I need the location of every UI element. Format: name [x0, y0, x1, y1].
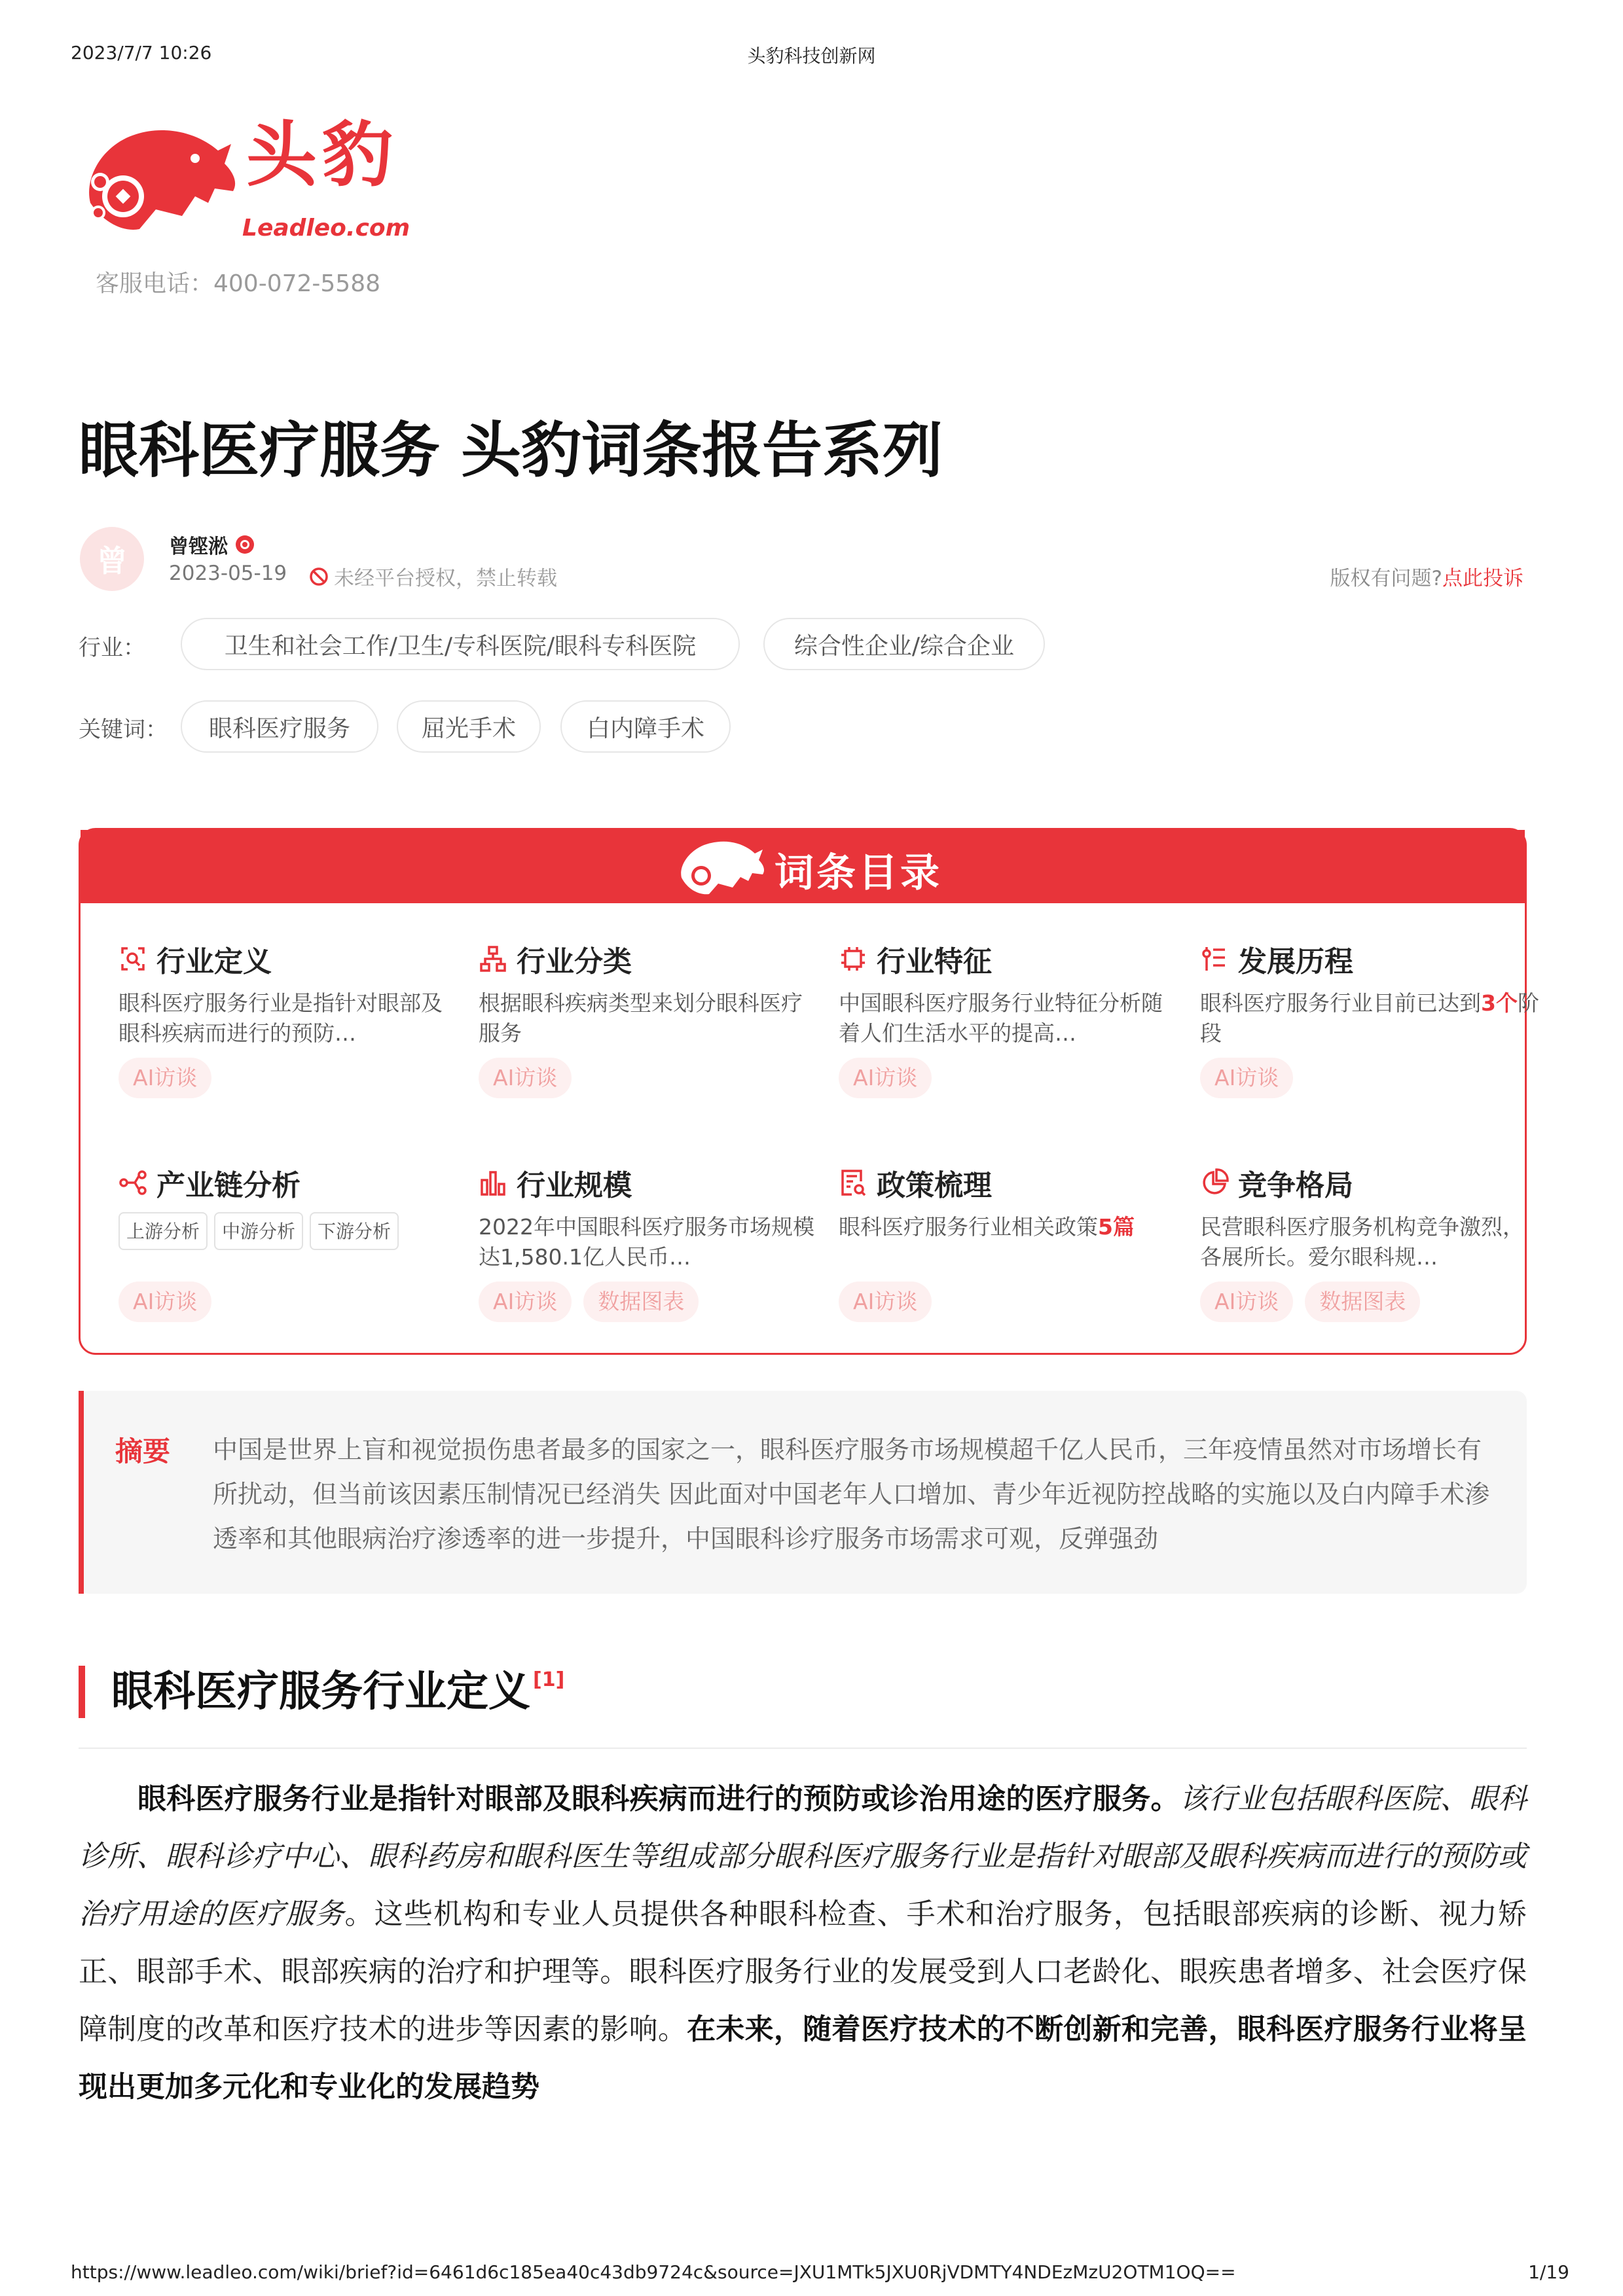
- author-name: 曾铿淞: [169, 535, 228, 558]
- keyword-tag[interactable]: 屈光手术: [397, 700, 541, 753]
- toc-item-title: 行业特征: [877, 945, 992, 978]
- ai-interview-tag[interactable]: AI访谈: [1200, 1282, 1293, 1322]
- industry-tag[interactable]: 卫生和社会工作/卫生/专科医院/眼科专科医院: [181, 618, 740, 670]
- toc-item-desc: 根据眼科疾病类型来划分眼科医疗服务: [479, 990, 803, 1046]
- brand-name-en: Leadleo.com: [242, 215, 410, 242]
- toc-item-desc: 民营眼科医疗服务机构竞争激烈，各展所长。爱尔眼科规…: [1200, 1214, 1524, 1270]
- verified-badge-icon: [234, 534, 255, 555]
- downstream-tag[interactable]: 下游分析: [310, 1212, 399, 1250]
- industry-label: 行业：: [79, 635, 145, 661]
- page-number: 1/19: [1528, 2261, 1569, 2283]
- toc-item-desc: 眼科医疗服务行业相关政策5篇: [839, 1214, 1135, 1240]
- midstream-tag[interactable]: 中游分析: [214, 1212, 303, 1250]
- ai-interview-tag[interactable]: AI访谈: [479, 1058, 572, 1098]
- chip-icon: [839, 944, 867, 973]
- print-site-title: 头豹科技创新网: [747, 45, 876, 67]
- toc-item-desc: 眼科医疗服务行业目前已达到3个阶段: [1200, 990, 1539, 1046]
- policy-doc-icon: [839, 1168, 867, 1197]
- toc-item-title: 政策梳理: [877, 1169, 992, 1202]
- reference-link[interactable]: [1]: [533, 1668, 565, 1691]
- upstream-tag[interactable]: 上游分析: [119, 1212, 208, 1250]
- author-block[interactable]: [169, 530, 255, 559]
- section-divider: [79, 1748, 1527, 1749]
- copyright-question: [1330, 562, 1523, 591]
- toc-item-title: 竞争格局: [1238, 1169, 1353, 1202]
- publish-date: 2023-05-19: [169, 562, 287, 585]
- ai-interview-tag[interactable]: AI访谈: [119, 1058, 211, 1098]
- section-title: 眼科医疗服务行业定义: [111, 1668, 530, 1716]
- toc-item-desc: 中国眼科医疗服务行业特征分析随着人们生活水平的提高…: [839, 990, 1163, 1046]
- section-body: 眼科医疗服务行业是指针对眼部及眼科疾病而进行的预防或诊治用途的医疗服务。该行业包括眼科医院、眼科诊所、眼科诊疗中心、眼科药房和眼科医生等组成部分眼科医疗服务行业是指针对眼部及眼科疾病而进行的预防或治疗用途的医疗服务。这些机构和专业人员提供各种眼科检查、手术和治疗服务，包括眼部疾病的诊断、视力矫正、眼部手术、眼部疾病的治疗和护理等。眼科医疗服务行业的发展受到人口老龄化、眼疾患者增多、社会医疗保障制度的改革和医疗技术的进步等因素的影响。在未来，随着医疗技术的不断创新和完善，眼科医疗服务行业将呈现出更加多元化和专业化的发展趋势: [79, 1782, 1527, 2104]
- toc-item-industry-chain[interactable]: [119, 1165, 459, 1322]
- brand-logo[interactable]: [77, 115, 418, 249]
- complain-link[interactable]: 点此投诉: [1442, 567, 1523, 590]
- leopard-logo-icon: [77, 118, 241, 249]
- ai-interview-tag[interactable]: AI访谈: [839, 1282, 932, 1322]
- toc-header: [81, 830, 1525, 903]
- toc-item-title: 产业链分析: [156, 1169, 301, 1202]
- ai-interview-tag[interactable]: AI访谈: [119, 1282, 211, 1322]
- data-chart-tag[interactable]: 数据图表: [1305, 1282, 1420, 1322]
- toc-item-title: 行业定义: [156, 945, 272, 978]
- toc-item-title: 发展历程: [1238, 945, 1353, 978]
- timeline-icon: [1200, 944, 1229, 973]
- chain-subtags: [119, 1212, 459, 1272]
- bar-chart-icon: [479, 1168, 507, 1197]
- toc-item-history[interactable]: [1200, 941, 1541, 1098]
- abstract-label: 摘要: [115, 1435, 171, 1467]
- ai-interview-tag[interactable]: AI访谈: [1200, 1058, 1293, 1098]
- toc-title: 词条目录: [775, 850, 942, 896]
- toc-item-title: 行业分类: [517, 945, 632, 978]
- print-datetime: 2023/7/7 10:26: [71, 42, 212, 63]
- keyword-tag[interactable]: 眼科医疗服务: [181, 700, 378, 753]
- copyright-question-text: 版权有问题?: [1330, 567, 1442, 590]
- prohibited-icon: [309, 567, 329, 586]
- toc-item-definition[interactable]: [119, 941, 459, 1098]
- keyword-tag[interactable]: 白内障手术: [560, 700, 731, 753]
- toc-item-desc: 眼科医疗服务行业是指针对眼部及眼科疾病而进行的预防…: [119, 990, 443, 1046]
- industry-tag[interactable]: 综合性企业/综合企业: [763, 618, 1045, 670]
- toc-item-title: 行业规模: [517, 1169, 632, 1202]
- toc-item-market-size[interactable]: [479, 1165, 819, 1322]
- toc-item-features[interactable]: [839, 941, 1179, 1098]
- pie-icon: [1200, 1168, 1229, 1197]
- ai-interview-tag[interactable]: AI访谈: [479, 1282, 572, 1322]
- data-chart-tag[interactable]: 数据图表: [583, 1282, 699, 1322]
- hierarchy-icon: [479, 944, 507, 973]
- abstract-text: 中国是世界上盲和视觉损伤患者最多的国家之一，眼科医疗服务市场规模超千亿人民币，三年疫情虽然对市场增长有所扰动，但当前该因素压制情况已经消失 因此面对中国老年人口增加、青少年近视防控战略的实施以及白内障手术渗透率和其他眼病治疗渗透率的进一步提升，中国眼科诊疗服务市场需求可观，反弹强劲: [213, 1435, 1490, 1553]
- brand-name-cn: 头豹: [246, 115, 399, 196]
- toc-item-desc: 2022年中国眼科医疗服务市场规模达1,580.1亿人民币…: [479, 1214, 814, 1270]
- author-avatar[interactable]: 曾: [80, 527, 144, 591]
- leopard-logo-icon: [675, 835, 767, 901]
- toc-item-policy[interactable]: [839, 1165, 1179, 1322]
- search-doc-icon: [119, 944, 147, 973]
- ai-interview-tag[interactable]: AI访谈: [839, 1058, 932, 1098]
- license-notice: [309, 562, 557, 591]
- page-title: 眼科医疗服务 头豹词条报告系列: [79, 416, 943, 486]
- keywords-label: 关键词：: [79, 717, 168, 743]
- toc-item-competition[interactable]: [1200, 1165, 1541, 1322]
- abstract-box: [79, 1391, 1527, 1594]
- section-heading: [79, 1666, 564, 1718]
- chain-icon: [119, 1168, 147, 1197]
- toc-panel: [79, 828, 1539, 1355]
- toc-item-classification[interactable]: [479, 941, 819, 1098]
- footer-url: https://www.leadleo.com/wiki/brief?id=6461d6c185ea40c43db9724c&source=JXU1MTk5JXU0RjVDMTY4NDEzMzU2OTM1OQ==: [71, 2261, 1236, 2283]
- license-notice-text: 未经平台授权，禁止转载: [334, 567, 557, 590]
- service-phone: 客服电话：400-072-5588: [96, 270, 381, 297]
